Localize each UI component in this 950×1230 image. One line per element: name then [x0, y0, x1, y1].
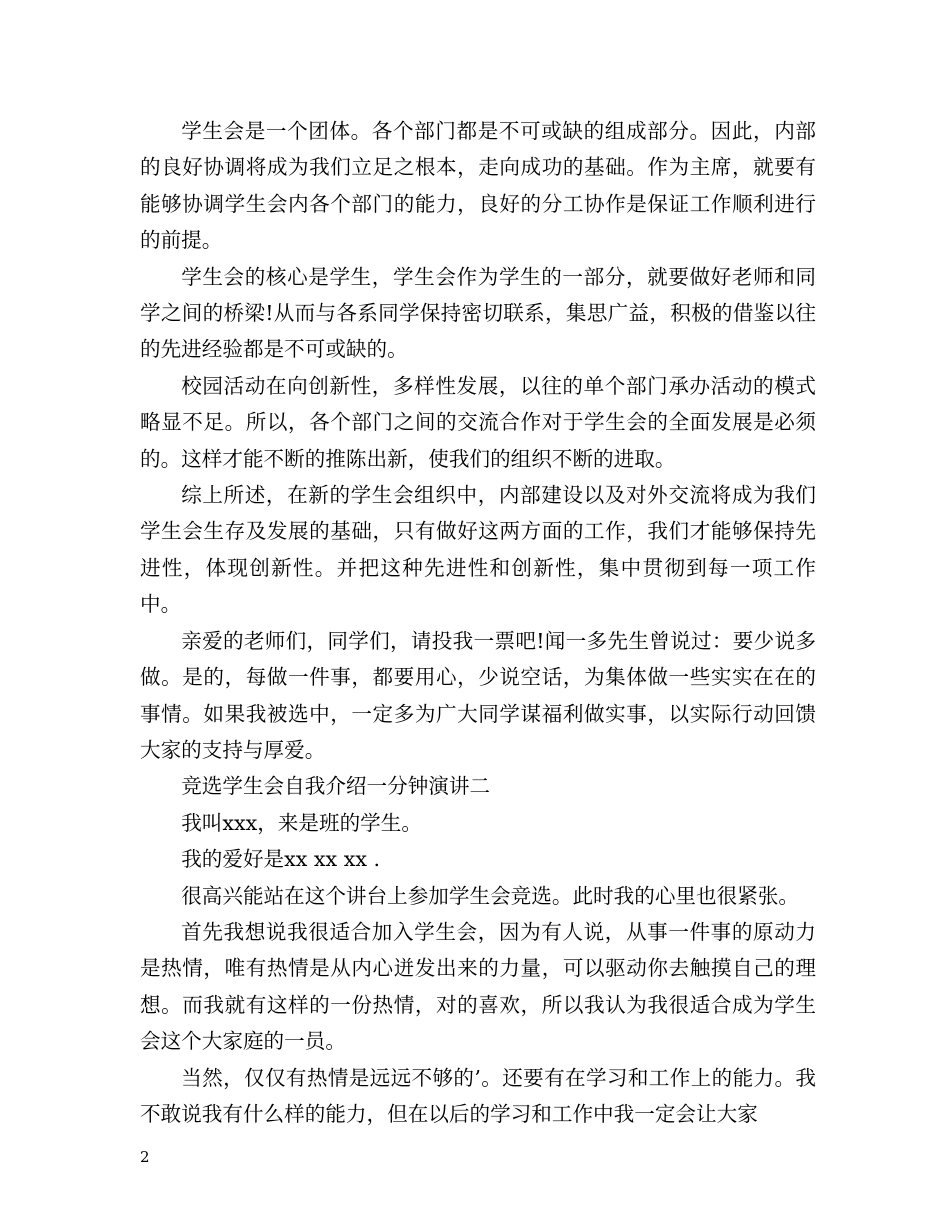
paragraph-4: 综上所述，在新的学生会组织中，内部建设以及对外交流将成为我们学生会生存及发展的基础，只有做好这两方面的工作，我们才能够保持先进性，体现创新性。并把这种先进性和创新性，集中贯彻到每一项工作中。: [140, 483, 816, 617]
paragraph-8: 我的爱好是xx xx xx .: [181, 847, 381, 872]
paragraph-5: 亲爱的老师们，同学们，请投我一票吧!闻一多先生曾说过：要少说多做。是的，每做一件事，都要用心，少说空话，为集体做一些实实在在的事情。如果我被选中，一定多为广大同学谋福利做实事，以实际行动回馈大家的支持与厚爱。: [140, 628, 816, 762]
paragraph-7: 我叫xxx，来是班的学生。: [181, 810, 422, 835]
paragraph-2: 学生会的核心是学生，学生会作为学生的一部分，就要做好老师和同学之间的桥梁!从而与各系同学保持密切联系，集思广益，积极的借鉴以往的先进经验都是不可或缺的。: [140, 264, 816, 362]
section-heading: 竞选学生会自我介绍一分钟演讲二: [181, 774, 491, 799]
paragraph-3: 校园活动在向创新性，多样性发展，以往的单个部门承办活动的模式略显不足。所以，各个部门之间的交流合作对于学生会的全面发展是必须的。这样才能不断的推陈出新，使我们的组织不断的进取。: [140, 373, 816, 471]
page-number: 2: [140, 1148, 150, 1166]
document-body: [140, 113, 816, 1132]
paragraph-11: 当然，仅仅有热情是远远不够的’。还要有在学习和工作上的能力。我不敢说我有什么样的能力，但在以后的学习和工作中我一定会让大家: [140, 1065, 816, 1126]
paragraph-1: 学生会是一个团体。各个部门都是不可或缺的组成部分。因此，内部的良好协调将成为我们立足之根本，走向成功的基础。作为主席，就要有能够协调学生会内各个部门的能力，良好的分工协作是保证工作顺利进行的前提。: [140, 119, 816, 253]
paragraph-9: 很高兴能站在这个讲台上参加学生会竞选。此时我的心里也很紧张。: [181, 883, 799, 908]
paragraph-10: 首先我想说我很适合加入学生会，因为有人说，从事一件事的原动力是热情，唯有热情是从内心迸发出来的力量，可以驱动你去触摸自己的理想。而我就有这样的一份热情，对的喜欢，所以我认为我很适合成为学生会这个大家庭的一员。: [140, 919, 816, 1054]
